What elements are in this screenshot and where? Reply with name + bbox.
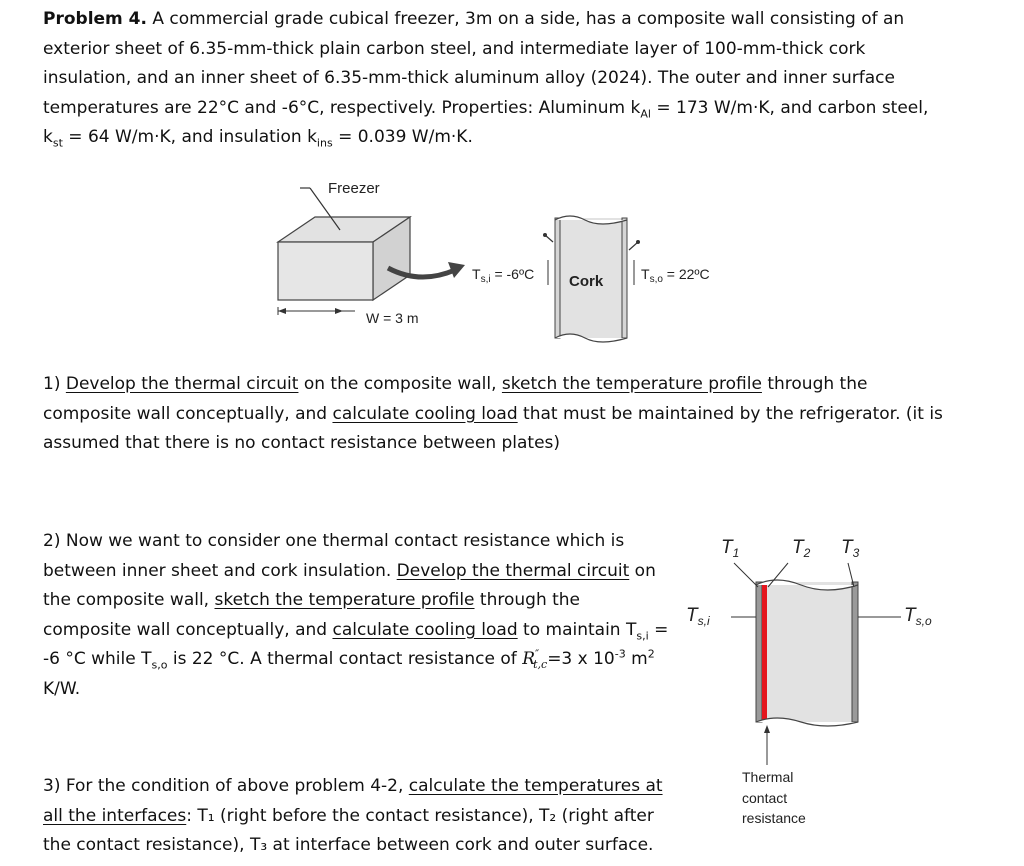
q3-line-3: the contact resistance), T₃ at interface between cork and outer surface. <box>43 835 654 855</box>
q2-unit-m: m <box>625 649 648 669</box>
tso-label-2: $T_{s,o}$ <box>904 605 932 628</box>
problem-heading: Problem 4. <box>43 9 147 29</box>
freezer-figure <box>260 170 740 350</box>
q2-line-5-mid: is 22 °C. A thermal contact resistance of <box>167 649 523 669</box>
statement-line-1: A commercial grade cubical freezer, 3m on a side, has a composite wall consisting of an <box>152 9 905 29</box>
question-2 <box>43 527 669 704</box>
composite-wall-2 <box>731 580 901 726</box>
k-al-sub: Al <box>640 106 651 120</box>
t1-label: $T_1$ <box>721 537 740 560</box>
q2-line-4-mid: to maintain T <box>517 619 637 640</box>
t3-label: $T_3$ <box>841 537 860 560</box>
q2-unit-squared: 2 <box>647 647 655 661</box>
q1-task-load: calculate cooling load <box>332 403 518 424</box>
q2-line-2-end: on <box>629 560 656 581</box>
width-label: W = 3 m <box>366 310 419 326</box>
statement-line-2: exterior sheet of 6.35-mm-thick plain carbon steel, and intermediate layer of 100-mm-thick cork <box>43 38 866 59</box>
r-double-prime: ″ <box>535 647 540 661</box>
q1-text-4: that must be maintained by the refrigerator. (it is <box>517 403 943 424</box>
problem-statement <box>43 5 993 153</box>
k-st-sub: st <box>52 136 63 150</box>
contact-label-2: contact <box>742 790 788 806</box>
q2-exponent: -3 <box>614 647 626 661</box>
freezer-label: Freezer <box>328 180 380 197</box>
q3-line-2: : T₁ (right before the contact resistance), T₂ (right after <box>186 805 654 826</box>
q2-tso-sub: s,o <box>151 658 168 672</box>
freezer-cube <box>278 217 410 300</box>
statement-line-4-end: = 173 W/m·K, and carbon steel, <box>650 97 929 118</box>
q2-line-3-end: through the <box>474 590 581 610</box>
q3-task-temps: calculate the temperatures at <box>408 776 663 796</box>
q2-tsi-sub: s,i <box>636 628 649 642</box>
q2-line-2: between inner sheet and cork insulation. <box>43 560 397 581</box>
t2-label: $T_2$ <box>792 537 811 560</box>
q2-line-3: the composite wall, <box>43 590 215 610</box>
tsi-label-2: $T_{s,i}$ <box>686 605 710 628</box>
q1-text-1: on the composite wall, <box>298 374 502 394</box>
question-1 <box>43 370 993 459</box>
q2-task-circuit: Develop the thermal circuit <box>396 560 630 581</box>
q2-task-profile: sketch the temperature profile <box>214 590 475 610</box>
q1-task-profile: sketch the temperature profile <box>501 374 762 394</box>
r-sub: t,c <box>533 658 548 672</box>
tso-label: $T_{s,o}$ = 22ºC <box>641 266 710 285</box>
statement-line-3: insulation, and an inner sheet of 6.35-mm-thick aluminum alloy (2024). The outer and inner surface <box>43 68 895 88</box>
contact-label-1: Thermal <box>742 769 794 785</box>
q2-line-1: 2) Now we want to consider one thermal contact resistance which is <box>43 531 625 551</box>
q1-task-circuit: Develop the thermal circuit <box>65 374 299 394</box>
q2-line-5: -6 °C while T <box>43 649 152 669</box>
contact-label-3: resistance <box>742 810 806 826</box>
question-3 <box>43 772 663 861</box>
q2-task-load: calculate cooling load <box>332 619 518 640</box>
q3-line-1: 3) For the condition of above problem 4-2, <box>43 776 409 796</box>
q1-text-3: composite wall conceptually, and <box>43 403 333 424</box>
contact-resistance-figure <box>676 525 946 835</box>
q3-task-interfaces: all the interfaces <box>43 805 187 826</box>
q1-text-5: assumed that there is no contact resistance between plates) <box>43 433 561 453</box>
tsi-label: $T_{s,i}$ = -6ºC <box>472 266 535 285</box>
statement-line-5-end: = 0.039 W/m·K. <box>332 127 473 147</box>
q1-text-2: through the <box>761 374 868 394</box>
contact-resistance-symbol: R <box>522 649 535 669</box>
k-ins-sub: ins <box>316 136 333 150</box>
statement-line-5-mid: = 64 W/m·K, and insulation k <box>62 127 317 147</box>
q2-resistance-value: =3 x 10 <box>547 649 615 669</box>
q1-number: 1) <box>43 374 66 394</box>
contact-layer <box>762 582 767 722</box>
k-symbol: k <box>43 127 53 147</box>
statement-line-4: temperatures are 22°C and -6°C, respectively. Properties: Aluminum k <box>43 97 641 118</box>
q2-line-6: K/W. <box>43 678 81 699</box>
q2-line-4: composite wall conceptually, and <box>43 619 333 640</box>
cork-label: Cork <box>569 273 604 290</box>
q2-line-4-end: = <box>648 619 669 640</box>
